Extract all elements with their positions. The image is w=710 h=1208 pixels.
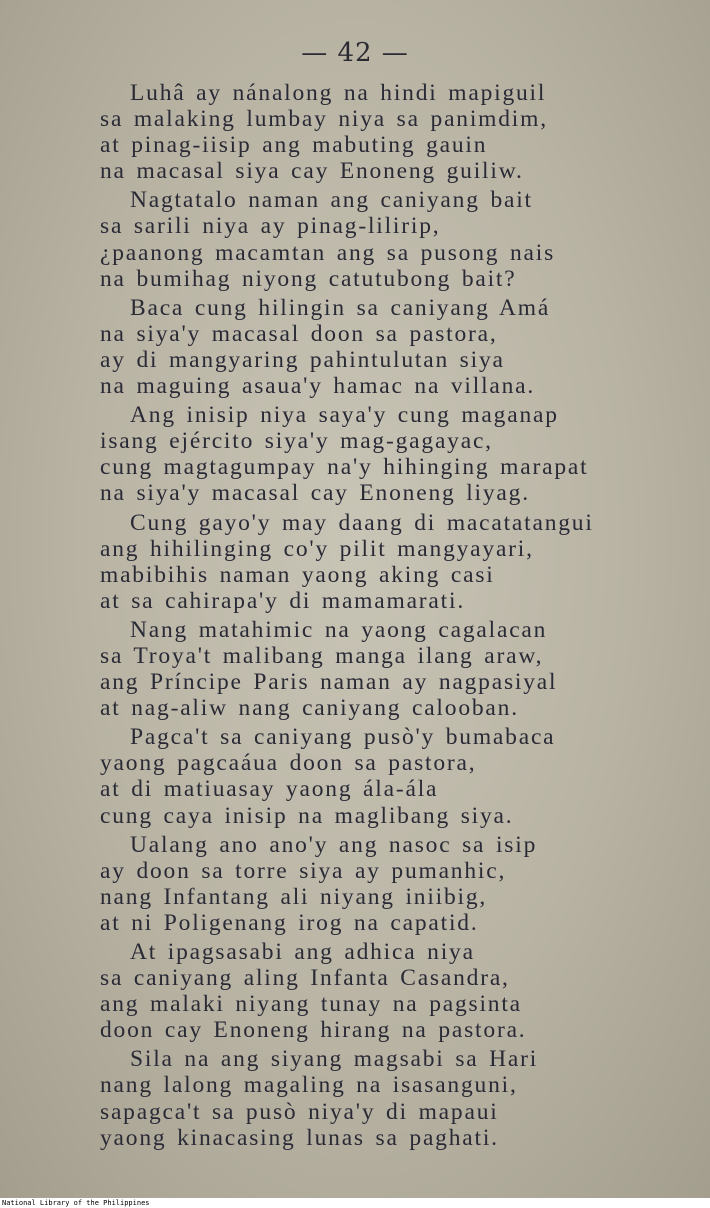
verse-line: Nang matahimic na yaong cagalacan	[130, 616, 548, 643]
verse-line: Baca cung hilingin sa caniyang Amá	[130, 294, 551, 321]
verse-line: sa caniyang aling Infanta Casandra,	[100, 965, 510, 992]
footer-credit: National Library of the Philippines	[2, 1199, 150, 1207]
verse-line: Nagtatalo naman ang caniyang bait	[130, 187, 533, 214]
verse-line: yaong pagcaáua doon sa pastora,	[100, 750, 477, 777]
stanza	[100, 617, 690, 721]
verse-line: at sa cahirapa'y di mamamarati.	[100, 587, 465, 614]
verse-line: Cung gayo'y may daang di macatatangui	[130, 509, 594, 536]
verse-line: at nag-aliw nang caniyang calooban.	[100, 695, 519, 722]
verse-line: nang lalong magaling na isasanguni,	[100, 1072, 518, 1099]
verse-line: at ni Poligenang irog na capatid.	[100, 909, 479, 936]
verse-line: sa Troya't malibang manga ilang araw,	[100, 642, 544, 669]
verse-line: nang Infantang ali niyang iniibig,	[100, 883, 488, 910]
verse-line: sapagca't sa pusò niya'y di mapaui	[100, 1098, 499, 1125]
verse-line: doon cay Enoneng hirang na pastora.	[100, 1017, 527, 1044]
stanza	[100, 80, 690, 184]
verse-line: Luhâ ay nánalong na hindi mapiguil	[130, 80, 547, 106]
verse-line: sa sarili niya ay pinag-lilirip,	[100, 213, 441, 240]
verse-line: mabibihis naman yaong aking casi	[100, 561, 495, 588]
verse-line: cung magtagumpay na'y hihinging marapat	[100, 454, 589, 481]
stanza	[100, 724, 690, 828]
stanza	[100, 295, 690, 399]
verse-line: Ang inisip niya saya'y cung maganap	[130, 402, 559, 429]
poem	[100, 80, 690, 1154]
verse-line: ang malaki niyang tunay na pagsinta	[100, 991, 522, 1018]
verse-line: at pinag-iisip ang mabuting gauin	[100, 132, 488, 159]
verse-line: ang hihilinging co'y pilit mangyayari,	[100, 535, 534, 562]
verse-line: na maguing asaua'y hamac na villana.	[100, 373, 536, 400]
verse-line: na siya'y macasal cay Enoneng liyag.	[100, 480, 530, 507]
verse-line: cung caya inisip na maglibang siya.	[100, 802, 514, 829]
stanza	[100, 832, 690, 936]
verse-line: na macasal siya cay Enoneng guiliw.	[100, 158, 524, 185]
page-number: — 42 —	[301, 38, 409, 68]
stanza	[100, 187, 690, 291]
stanza	[100, 939, 690, 1043]
verse-line: na siya'y macasal doon sa pastora,	[100, 320, 498, 347]
stanza	[100, 510, 690, 614]
verse-line: at di matiuasay yaong ála-ála	[100, 776, 439, 803]
verse-line: ay doon sa torre siya ay pumanhic,	[100, 857, 507, 884]
verse-line: ang Príncipe Paris naman ay nagpasiyal	[100, 669, 558, 696]
verse-line: At ipagsasabi ang adhica niya	[130, 939, 475, 965]
verse-line: Sila na ang siyang magsabi sa Hari	[130, 1046, 539, 1073]
verse-line: na bumihag niyong catutubong bait?	[100, 265, 517, 292]
stanza	[100, 1046, 690, 1150]
verse-line: Ualang ano ano'y ang nasoc sa isip	[130, 831, 538, 858]
verse-line: ¿paanong macamtan ang sa pusong nais	[100, 239, 556, 266]
verse-line: yaong kinacasing lunas sa paghati.	[100, 1124, 499, 1151]
stanza	[100, 402, 690, 506]
verse-line: sa malaking lumbay niya sa panimdim,	[100, 106, 548, 133]
verse-line: isang ejército siya'y mag-gagayac,	[100, 428, 493, 455]
verse-line: Pagca't sa caniyang pusò'y bumabaca	[130, 724, 556, 751]
verse-line: ay di mangyaring pahintulutan siya	[100, 346, 505, 373]
